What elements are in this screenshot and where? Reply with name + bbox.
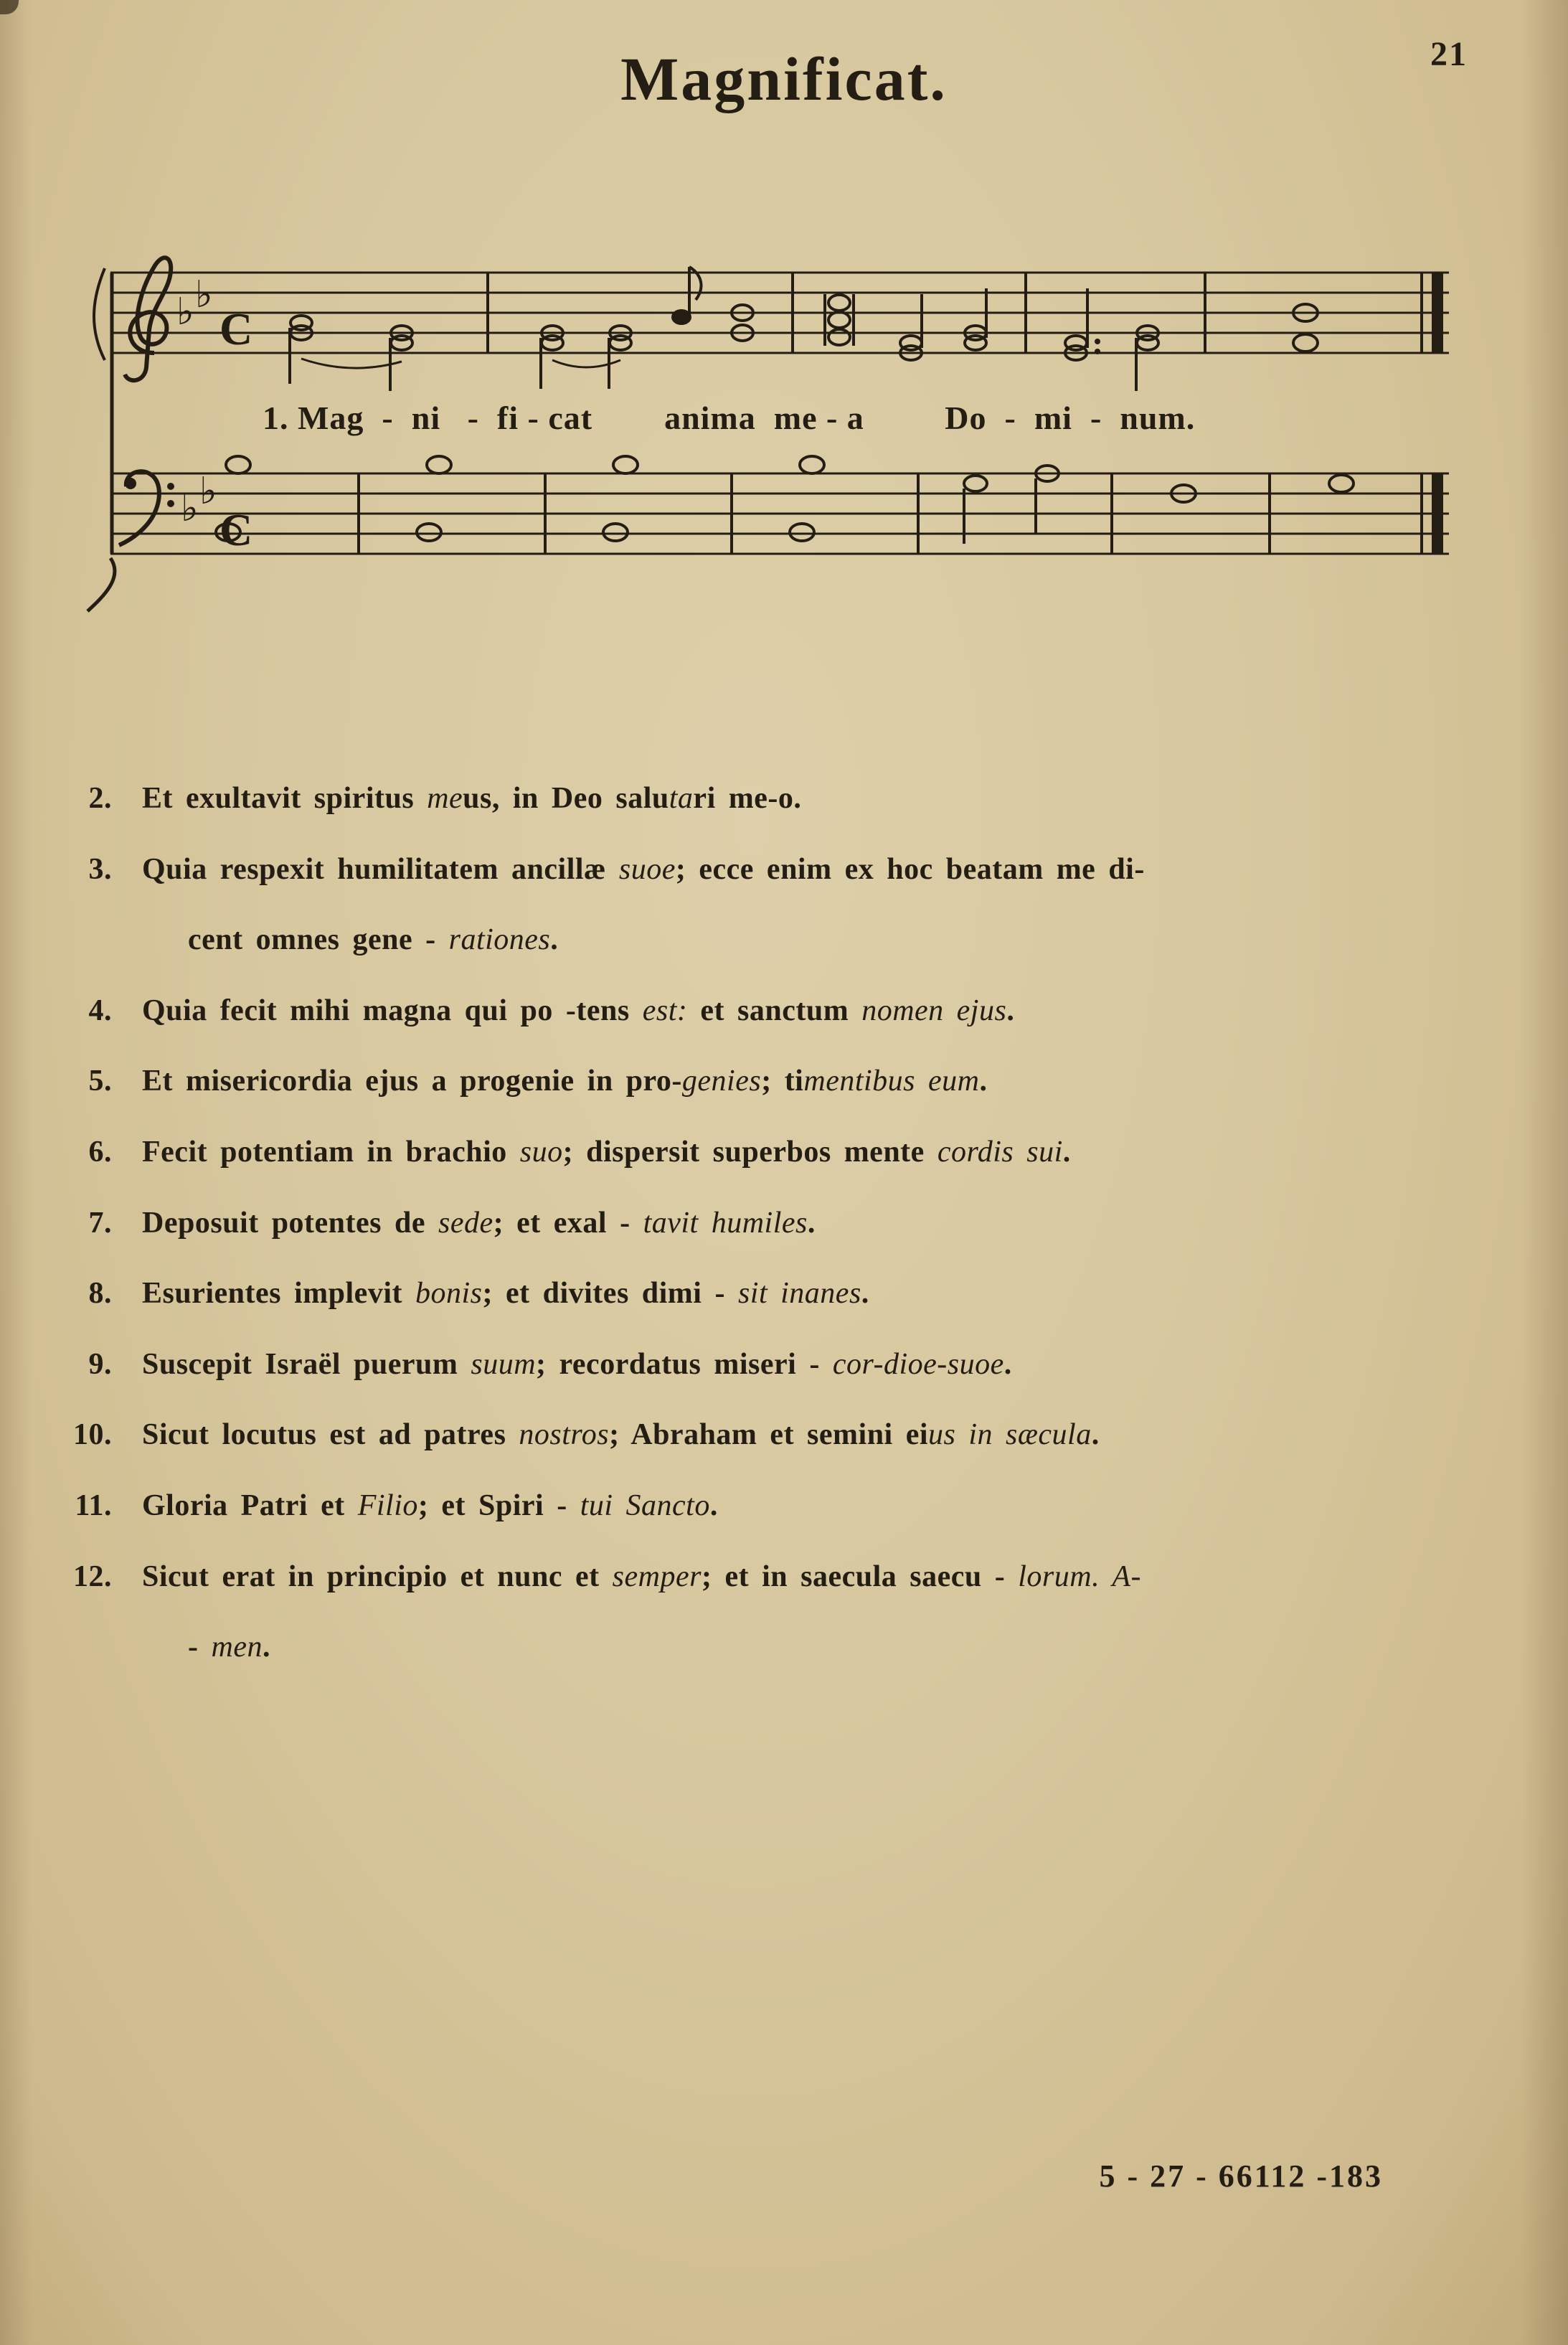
verse-text: - men. [188,1631,270,1664]
scan-blemish [0,0,19,14]
verse-number: 3. [88,852,112,886]
page-title: Magnificat. [620,44,948,113]
verse-text: Et exultavit spiritus meus, in Deo salutari me-o. [142,782,802,815]
verse [40,1345,1518,1384]
verse [40,1415,1518,1455]
verse-line [40,991,1518,1031]
verse [40,1557,1518,1667]
verse-line [40,1133,1518,1172]
verse-line [40,850,1518,890]
verse-line [40,1204,1518,1243]
verse [40,850,1518,960]
verse-text: Fecit potentiam in brachio suo; dispersit superbos mente cordis sui. [142,1135,1071,1169]
verse-line [40,1557,1518,1597]
treble-flat-1-icon: ♭ [176,292,194,333]
treble-staff-lines [110,273,1449,353]
verse-text: Quia respexit humilitatem ancillæ suoe; ecce enim ex hoc beatam me di- [142,852,1145,886]
verse-line [40,1345,1518,1384]
verse-number: 4. [88,994,112,1027]
verse-number: 10. [73,1418,112,1452]
verse-number: 7. [88,1206,112,1240]
verse-text: Esurientes implevit bonis; et divites dimi - sit inanes. [142,1277,869,1311]
verse-text: Et misericordia ejus a progenie in pro-genies; timentibus eum. [142,1065,988,1098]
bass-flat-1-icon: ♭ [181,489,199,529]
page-number: 21 [1430,35,1468,73]
system-barline [88,268,115,611]
verse-number: 12. [73,1560,112,1593]
verse-list [40,779,1518,1699]
treble-notes [290,267,1318,391]
bass-staff-lines [110,473,1449,554]
verse-number: 9. [88,1347,112,1381]
verse-text: Deposuit potentes de sede; et exal - tavit humiles. [142,1206,816,1240]
verse-line [40,1274,1518,1313]
verse-line [40,1628,1518,1667]
verse [40,991,1518,1031]
verse-text: Gloria Patri et Filio; et Spiri - tui Sancto. [142,1488,718,1522]
bass-time-signature: C [219,504,253,555]
music-system [86,237,1492,624]
treble-time-signature: C [219,303,253,354]
verse-line [40,1415,1518,1455]
verse-text: Quia fecit mihi magna qui po -tens est: et sanctum nomen ejus. [142,994,1015,1027]
verse-number: 11. [75,1488,112,1522]
verse-text: cent omnes gene - rationes. [188,923,559,957]
verse [40,779,1518,818]
verse-line [40,1062,1518,1101]
final-barline [1422,273,1443,554]
lyric-line: 1. Mag - ni - fi - cat anima me - a Do - mi - num. [263,400,1196,436]
verse-text: Sicut erat in principio et nunc et semper; et in saecula saecu - lorum. A- [142,1560,1141,1593]
bass-flat-2-icon: ♭ [199,471,217,512]
verse-number: 5. [88,1065,112,1098]
verse [40,1062,1518,1101]
treble-flat-2-icon: ♭ [195,275,213,316]
verse-line [40,920,1518,960]
bass-notes [216,456,1354,544]
verse [40,1486,1518,1526]
verse [40,1274,1518,1313]
plate-number: 5 - 27 - 66112 -183 [1099,2158,1383,2194]
verse [40,1204,1518,1243]
verse-text: Sicut locutus est ad patres nostros; Abraham et semini eius in sæcula. [142,1418,1100,1452]
treble-clef-icon [125,258,171,380]
verse-line [40,1486,1518,1526]
verse-line [40,779,1518,818]
verse-text: Suscepit Israël puerum suum; recordatus miseri - cor-dioe-suoe. [142,1347,1012,1381]
verse [40,1133,1518,1172]
verse-number: 2. [88,782,112,815]
verse-number: 8. [88,1277,112,1311]
verse-number: 6. [88,1135,112,1169]
